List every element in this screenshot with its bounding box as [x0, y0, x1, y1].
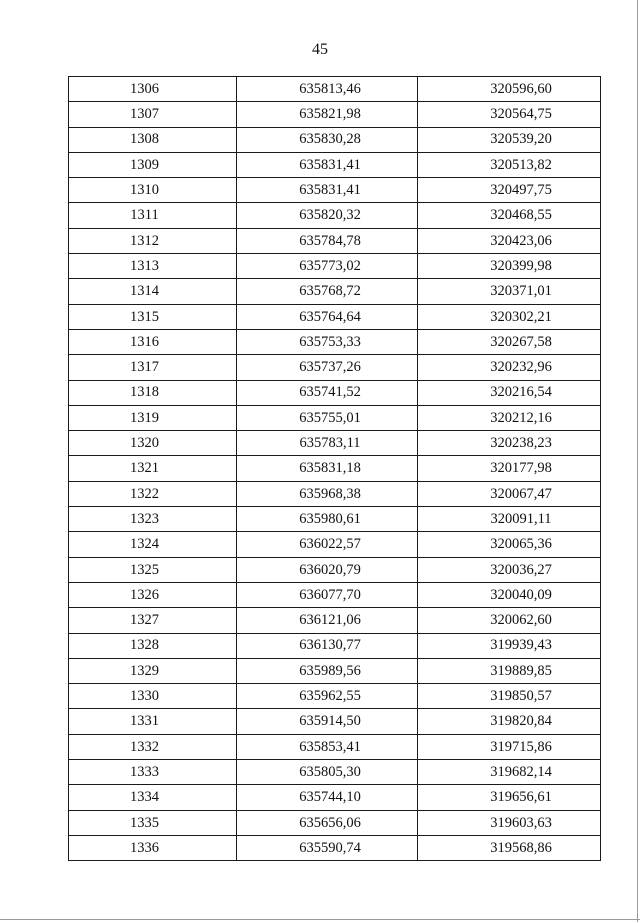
- table-row: [69, 203, 601, 228]
- y-coordinate-cell: 320232,96: [418, 355, 601, 380]
- x-coordinate-cell: 636020,79: [237, 557, 418, 582]
- table-row: [69, 582, 601, 607]
- y-coordinate-cell: 319889,85: [418, 658, 601, 683]
- x-coordinate-cell: 636130,77: [237, 633, 418, 658]
- table-row: [69, 658, 601, 683]
- point-number-cell: 1309: [69, 152, 237, 177]
- y-coordinate-cell: 320062,60: [418, 608, 601, 633]
- x-coordinate-cell: 635831,18: [237, 456, 418, 481]
- point-number-cell: 1336: [69, 835, 237, 860]
- table-row: [69, 127, 601, 152]
- x-coordinate-cell: 635783,11: [237, 431, 418, 456]
- x-coordinate-cell: 635741,52: [237, 380, 418, 405]
- y-coordinate-cell: 320267,58: [418, 329, 601, 354]
- y-coordinate-cell: 319603,63: [418, 810, 601, 835]
- table-row: [69, 279, 601, 304]
- y-coordinate-cell: 320596,60: [418, 77, 601, 102]
- table-row: [69, 557, 601, 582]
- point-number-cell: 1318: [69, 380, 237, 405]
- x-coordinate-cell: 635768,72: [237, 279, 418, 304]
- y-coordinate-cell: 320040,09: [418, 582, 601, 607]
- table-row: [69, 329, 601, 354]
- point-number-cell: 1316: [69, 329, 237, 354]
- table-row: [69, 228, 601, 253]
- point-number-cell: 1328: [69, 633, 237, 658]
- point-number-cell: 1334: [69, 785, 237, 810]
- x-coordinate-cell: 635821,98: [237, 102, 418, 127]
- y-coordinate-cell: 319568,86: [418, 835, 601, 860]
- x-coordinate-cell: 635656,06: [237, 810, 418, 835]
- y-coordinate-cell: 320238,23: [418, 431, 601, 456]
- x-coordinate-cell: 635831,41: [237, 178, 418, 203]
- table-row: [69, 456, 601, 481]
- x-coordinate-cell: 635773,02: [237, 254, 418, 279]
- y-coordinate-cell: 319850,57: [418, 684, 601, 709]
- table-row: [69, 102, 601, 127]
- table-row: [69, 152, 601, 177]
- y-coordinate-cell: 319682,14: [418, 760, 601, 785]
- y-coordinate-cell: 320513,82: [418, 152, 601, 177]
- table-row: [69, 304, 601, 329]
- y-coordinate-cell: 320177,98: [418, 456, 601, 481]
- point-number-cell: 1315: [69, 304, 237, 329]
- point-number-cell: 1326: [69, 582, 237, 607]
- x-coordinate-cell: 635914,50: [237, 709, 418, 734]
- point-number-cell: 1310: [69, 178, 237, 203]
- point-number-cell: 1335: [69, 810, 237, 835]
- x-coordinate-cell: 635755,01: [237, 405, 418, 430]
- x-coordinate-cell: 635831,41: [237, 152, 418, 177]
- y-coordinate-cell: 319656,61: [418, 785, 601, 810]
- y-coordinate-cell: 320564,75: [418, 102, 601, 127]
- table-row: [69, 77, 601, 102]
- x-coordinate-cell: 635753,33: [237, 329, 418, 354]
- point-number-cell: 1321: [69, 456, 237, 481]
- y-coordinate-cell: 320212,16: [418, 405, 601, 430]
- table-row: [69, 481, 601, 506]
- point-number-cell: 1325: [69, 557, 237, 582]
- x-coordinate-cell: 636077,70: [237, 582, 418, 607]
- x-coordinate-cell: 635830,28: [237, 127, 418, 152]
- point-number-cell: 1311: [69, 203, 237, 228]
- table-row: [69, 405, 601, 430]
- page-number: 45: [312, 41, 328, 58]
- coordinates-table: [68, 76, 601, 861]
- table-row: [69, 507, 601, 532]
- point-number-cell: 1330: [69, 684, 237, 709]
- page-edge-bottom: [0, 919, 640, 920]
- point-number-cell: 1332: [69, 734, 237, 759]
- point-number-cell: 1324: [69, 532, 237, 557]
- table-row: [69, 608, 601, 633]
- x-coordinate-cell: 635590,74: [237, 835, 418, 860]
- point-number-cell: 1319: [69, 405, 237, 430]
- y-coordinate-cell: 320371,01: [418, 279, 601, 304]
- x-coordinate-cell: 636121,06: [237, 608, 418, 633]
- table-row: [69, 785, 601, 810]
- x-coordinate-cell: 635813,46: [237, 77, 418, 102]
- x-coordinate-cell: 635784,78: [237, 228, 418, 253]
- point-number-cell: 1317: [69, 355, 237, 380]
- x-coordinate-cell: 635764,64: [237, 304, 418, 329]
- x-coordinate-cell: 635820,32: [237, 203, 418, 228]
- y-coordinate-cell: 320065,36: [418, 532, 601, 557]
- table-row: [69, 532, 601, 557]
- coordinates-table-body: [69, 77, 601, 861]
- x-coordinate-cell: 635744,10: [237, 785, 418, 810]
- x-coordinate-cell: 635989,56: [237, 658, 418, 683]
- table-row: [69, 734, 601, 759]
- page-edge-right: [637, 0, 638, 922]
- table-row: [69, 709, 601, 734]
- point-number-cell: 1308: [69, 127, 237, 152]
- point-number-cell: 1320: [69, 431, 237, 456]
- table-row: [69, 684, 601, 709]
- x-coordinate-cell: 636022,57: [237, 532, 418, 557]
- table-row: [69, 760, 601, 785]
- table-row: [69, 835, 601, 860]
- x-coordinate-cell: 635980,61: [237, 507, 418, 532]
- y-coordinate-cell: 320497,75: [418, 178, 601, 203]
- table-row: [69, 380, 601, 405]
- y-coordinate-cell: 320302,21: [418, 304, 601, 329]
- x-coordinate-cell: 635968,38: [237, 481, 418, 506]
- x-coordinate-cell: 635962,55: [237, 684, 418, 709]
- y-coordinate-cell: 320539,20: [418, 127, 601, 152]
- table-row: [69, 633, 601, 658]
- table-row: [69, 178, 601, 203]
- point-number-cell: 1331: [69, 709, 237, 734]
- x-coordinate-cell: 635737,26: [237, 355, 418, 380]
- point-number-cell: 1322: [69, 481, 237, 506]
- point-number-cell: 1314: [69, 279, 237, 304]
- table-row: [69, 355, 601, 380]
- y-coordinate-cell: 320399,98: [418, 254, 601, 279]
- y-coordinate-cell: 319939,43: [418, 633, 601, 658]
- table-row: [69, 431, 601, 456]
- point-number-cell: 1327: [69, 608, 237, 633]
- table-row: [69, 810, 601, 835]
- point-number-cell: 1307: [69, 102, 237, 127]
- point-number-cell: 1333: [69, 760, 237, 785]
- y-coordinate-cell: 319715,86: [418, 734, 601, 759]
- point-number-cell: 1312: [69, 228, 237, 253]
- y-coordinate-cell: 320036,27: [418, 557, 601, 582]
- point-number-cell: 1323: [69, 507, 237, 532]
- y-coordinate-cell: 320423,06: [418, 228, 601, 253]
- y-coordinate-cell: 320216,54: [418, 380, 601, 405]
- y-coordinate-cell: 320067,47: [418, 481, 601, 506]
- x-coordinate-cell: 635853,41: [237, 734, 418, 759]
- point-number-cell: 1306: [69, 77, 237, 102]
- y-coordinate-cell: 320468,55: [418, 203, 601, 228]
- point-number-cell: 1329: [69, 658, 237, 683]
- y-coordinate-cell: 319820,84: [418, 709, 601, 734]
- table-row: [69, 254, 601, 279]
- point-number-cell: 1313: [69, 254, 237, 279]
- x-coordinate-cell: 635805,30: [237, 760, 418, 785]
- y-coordinate-cell: 320091,11: [418, 507, 601, 532]
